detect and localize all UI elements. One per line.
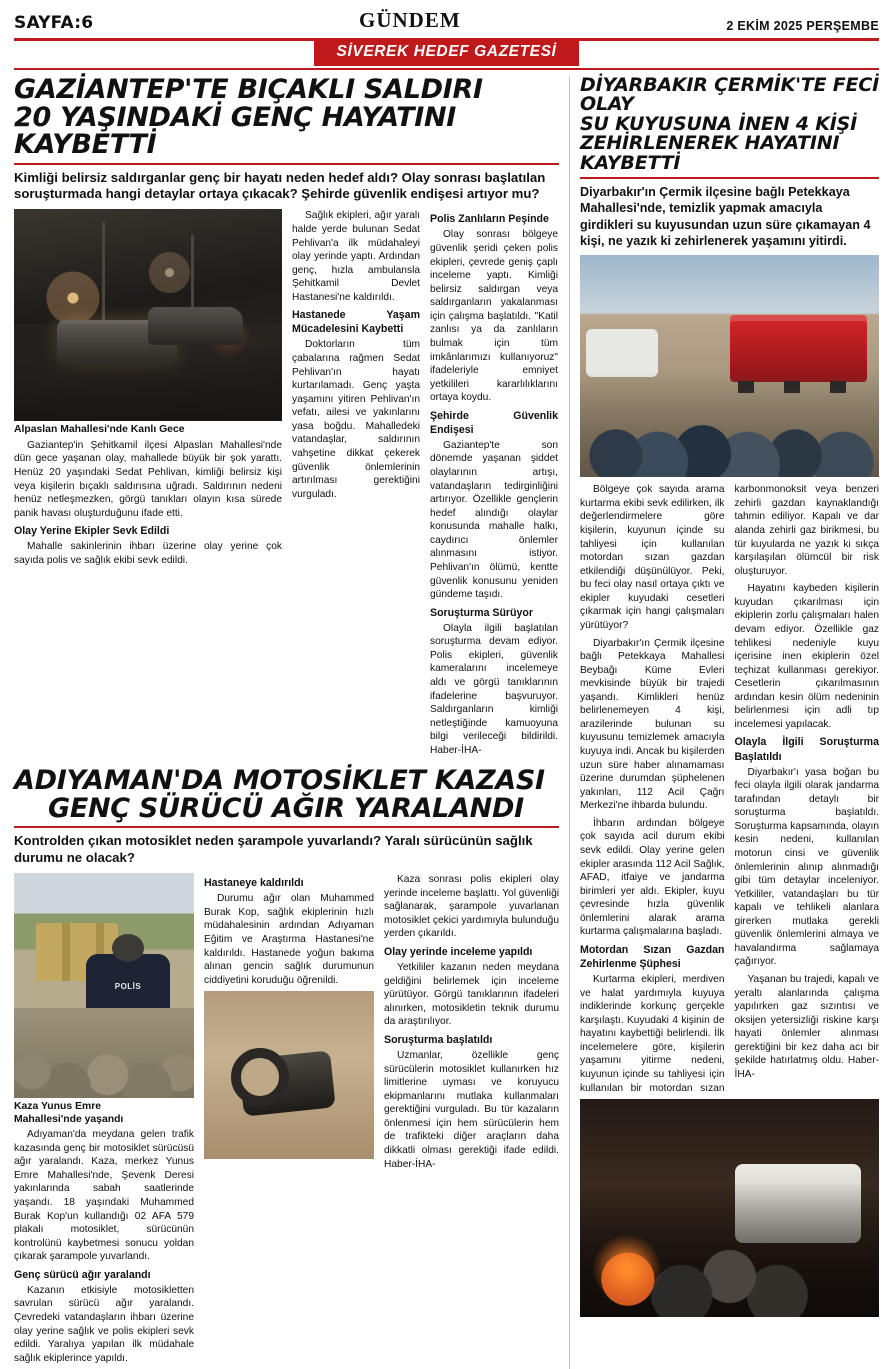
article-diyarbakir-headline-2: SU KUYUSUNA İNEN 4 KİŞİ bbox=[580, 112, 857, 135]
article-diyarbakir-headline-3: ZEHİRLENEREK HAYATINI KAYBETTİ bbox=[580, 132, 840, 174]
photo-caption-gaziantep: Alpaslan Mahallesi'nde Kanlı Gece bbox=[14, 424, 185, 436]
article-gaziantep-sub4: Şehirde Güvenlik Endişesi bbox=[430, 409, 558, 436]
article-gaziantep-headline-1: GAZİANTEP'TE BIÇAKLI SALDIRI bbox=[14, 74, 483, 105]
masthead bbox=[14, 8, 879, 35]
article-gaziantep-headline-2: 20 YAŞINDAKİ GENÇ HAYATINI KAYBETTİ bbox=[14, 101, 456, 161]
article-adiyaman-headline-1: ADIYAMAN'DA MOTOSİKLET KAZASI bbox=[14, 765, 545, 797]
article-gaziantep-p5: Olay sonrası bölgeye güvenlik şeridi çeken polis ekipleri, çevrede geniş çaplı inceleme yaptı. Kimliği belirsiz saldırgan veya saldırganların yakalanması için çalışma başlatıldı. "Katil zanlısı ya da zanlıların bulmak için tüm imkânlarımızı kullanıyoruz" ifadeleriyle emniyet yetkilileri kararlılıklarını ortaya koydu. bbox=[430, 229, 558, 404]
article-adiyaman-p2: Kazanın etkisiyle motosikletten savrulan sürücü ağır yaralandı. Çevredeki vatandaşların ihbarı üzerine olay yerine sağlık ve polis ekipleri sevk edildi. Yaralıya yapılan ilk müdahale sağlık ekiplerince yapıldı. bbox=[14, 1284, 194, 1364]
article-gaziantep-media-column bbox=[14, 209, 282, 761]
right-column bbox=[569, 76, 879, 1369]
article-adiyaman-p5: Yetkililer kazanın neden meydana geldiğini belirlemek için inceleme yürütüyor. Görgü tanıklarının ifadeleri alınırken, motosikletin teknik durumu da araştırılıyor. bbox=[384, 962, 559, 1028]
article-adiyaman-p5b: Uzmanlar, özellikle genç sürücülerin motosiklet kullanırken hız limitlerine uyması ve koruyucu ekipmanlarını mutlaka kullanmaları gerektiğini vurguladı. Bu tür kazaların önlenmesi için hem sürücülerin hem de trafikteki diğer araçların daha dikkatli olması gerektiği ifade edildi. Haber-İHA- bbox=[384, 1050, 559, 1170]
article-gaziantep-sub1: Olay Yerine Ekipler Sevk Edildi bbox=[14, 525, 170, 538]
article-gaziantep-p4: Doktorların tüm çabalarına rağmen Sedat Pehlivan'ın hayatı kurtarılamadı. Genç yaşta yaşamını yitiren Pehlivan'ın vefatı, ailesi ve yakınlarını yasa boğdu. Mahalledeki vatandaşlar, saldırının vahşetine dikkat çekerek güvenlik önlemlerinin artırılması gerektiğini vurguladı. bbox=[292, 339, 420, 500]
article-gaziantep-col2 bbox=[292, 209, 420, 761]
article-gaziantep-p7: Olayla ilgili başlatılan soruşturma devam ediyor. Polis ekipleri, güvenlik kameralarını incelemeye aldı ve görgü tanıklarının ifadelerine başvuruyor. Saldırganların kimliği netleştiğinde kamuoyuna bilgi verileceği bildirildi. Haber-İHA- bbox=[430, 622, 558, 756]
article-adiyaman-sub2: Hastaneye kaldırıldı bbox=[204, 877, 304, 890]
photo-caption-adiyaman-2: Mahallesi'nde yaşandı bbox=[14, 1113, 124, 1125]
article-diyarbakir-deck: Diyarbakır'ın Çermik ilçesine bağlı Petekkaya Mahallesi'nde, temizlik yapmak amacıyla girdikleri su kuyusundan uzun süre çıkamayan 4 kişi, ne yazık ki zehirlenerek yaşamını yitirdi. bbox=[580, 184, 871, 248]
article-gaziantep-p3: Sağlık ekipleri, ağır yaralı halde yerde bulunan Sedat Pehlivan'a ilk müdahaleyi olay yerinde yaptı. Ardından genç, hızla ambulansla Şehitkamil Devlet Hastanesi'ne kaldırıldı. bbox=[292, 210, 420, 303]
article-adiyaman-sub3: Olay yerinde inceleme yapıldı bbox=[384, 946, 533, 959]
newspaper-banner-wrap bbox=[14, 39, 879, 66]
article-gaziantep-sub5: Soruşturma Sürüyor bbox=[430, 606, 534, 619]
section-title: GÜNDEM bbox=[358, 8, 461, 32]
article-adiyaman-headline-2: GENÇ SÜRÜCÜ AĞIR YARALANDI bbox=[48, 792, 524, 824]
article-diyarbakir-sub1: Motordan Sızan Gazdan Zehirlenme Şüphesi bbox=[580, 943, 725, 970]
article-gaziantep-p6: Gaziantep'te son dönemde yaşanan şiddet olaylarının artışı, vatandaşların tedirginliğini artırıyor. Özellikle gençlerin hedef alındığı olaylar konusunda mahalle halkı, caydırıcı önlemler alınmasını istiyor. Pehlivan'ın ölümü, kentte güvenlik konusunu yeniden gündeme taşıdı. bbox=[430, 439, 558, 601]
photo-caption-adiyaman-1: Kaza Yunus Emre bbox=[14, 1101, 102, 1113]
issue-date: 2 EKİM 2025 PERŞEMBE bbox=[726, 19, 879, 33]
article-adiyaman-sub1: Genç sürücü ağır yaralandı bbox=[14, 1268, 151, 1281]
article-adiyaman-sub4: Soruşturma başlatıldı bbox=[384, 1033, 493, 1046]
page-number-label: SAYFA:6 bbox=[14, 13, 94, 33]
photo-rescue-scene bbox=[580, 255, 879, 477]
article-diyarbakir-body bbox=[580, 483, 879, 1095]
article-adiyaman-media-column bbox=[14, 873, 194, 1369]
article-diyarbakir-p6: Diyarbakır'ı yasa boğan bu feci olayla ilgili olarak jandarma tarafından detaylı bir soruşturma başlatıldı. Soruşturma kapsamında, olayın kesin nedeni, kullanılan motorun cinsi ve güvenlik önlemlerinin alınıp alınmadığı gibi tüm detaylar inceleniyor. Yetkililer, vatandaşları bu tür kapalı ve tehlikeli alanlara girerken mutlaka gerekli güvenlik önlemlerini almaya ve havalandırma sağlamaya çağırıyor. bbox=[734, 766, 879, 968]
article-diyarbakir-headline-1: DİYARBAKIR ÇERMİK'TE FECİ OLAY bbox=[580, 74, 879, 116]
article-adiyaman-col3 bbox=[384, 873, 559, 1369]
article-adiyaman-p3: Durumu ağır olan Muhammed Burak Kop, sağlık ekiplerinin hızlı müdahalesinin ardından Adıyaman Eğitim ve Araştırma Hastanesi'ne kaldırıldı. Hastanede yoğun bakıma alınan gencin sağlık durumunun ciddiyetini koruduğu öğrenildi. bbox=[204, 893, 374, 986]
article-gaziantep-p2: Mahalle sakinlerinin ihbarı üzerine olay yerine çok sayıda polis ve sağlık ekibi sevk edildi. bbox=[14, 541, 282, 566]
headline-rule-2 bbox=[14, 826, 559, 828]
article-adiyaman-p3b: Kaza sonrası polis ekipleri olay yerinde inceleme başlattı. Yol güvenliği sağlanarak, şarampole yuvarlanan motosiklet çekici yardımıyla bulunduğu yerden çıkarıldı. bbox=[384, 874, 559, 940]
article-adiyaman-deck: Kontrolden çıkan motosiklet neden şarampole yuvarlandı? Yaralı sürücünün sağlık durumu ne olacak? bbox=[14, 833, 533, 866]
article-gaziantep-deck: Kimliği belirsiz saldırganlar genç bir hayatı neden hedef aldı? Olay sonrası başlatılan soruşturmada hangi detaylar ortaya çıkacak? Şehirde güvenlik endişesi artıyor mu? bbox=[14, 169, 546, 202]
article-diyarbakir bbox=[580, 76, 879, 1317]
photo-night-crime-scene bbox=[14, 209, 282, 421]
article-diyarbakir-p3: İhbarın ardından bölgeye çok sayıda acil durum ekibi sevk edildi. Olay yerine gelen ekipler arasında 112 Acil Sağlık, AFAD, itfaiye ve jandarma birimleri yer aldı. Ekipler, kuyu çevresinde hızla güvenlik önlemlerini alarak arama kurtarma çalışmalarına başladı. bbox=[580, 817, 725, 938]
article-diyarbakir-p4: Kurtarma ekipleri, merdiven ve halat yardımıyla kuyuya indiklerinde korkunç gerçekle karşılaştı. Kuyudaki 4 kişinin de hayatını kaybettiği belirlendi. İlk incelemelere göre, kişilerin yaşamını yitirme nedeni, kuyunun içinde su tahliyesi için kullanılan bir motordan sızan karbonmonoksit veya benzeri zehirli gazdan kaynaklandığı tahmin ediliyor. Kapalı ve dar alanda zehirli gaz birikmesi, bu tür kuyularda ne yazık ki sıkça karşılaşılan ölümcül bir risk oluşturuyor. bbox=[580, 484, 879, 1094]
article-gaziantep-sub2: Hastanede Yaşam Mücadelesini Kaybetti bbox=[292, 309, 420, 336]
newspaper-name-banner: SİVEREK HEDEF GAZETESİ bbox=[314, 39, 580, 66]
article-adiyaman-p1: Adıyaman'da meydana gelen trafik kazasında genç bir motosiklet sürücüsü ağır yaralandı. Kaza, merkez Yunus Emre Mahallesi'nde, Şevenk Deresi yakınlarında sabah saatlerinde yaşandı. 18 yaşındaki Muhammed Burak Kop'un kullandığı 02 AFA 579 plakalı motosiklet, sürücünün kontrolünü kaybetmesi sonucu yoldan çıkarak şarampole yuvarlandı. bbox=[14, 1129, 194, 1263]
article-diyarbakir-sub2: Olayla İlgili Soruşturma Başlatıldı bbox=[734, 736, 879, 763]
article-gaziantep-col3 bbox=[430, 209, 558, 761]
article-gaziantep bbox=[14, 76, 559, 761]
article-gaziantep-p1: Gaziantep'in Şehitkamil ilçesi Alpaslan Mahallesi'nde dün gece yaşanan olay, mahallede büyük bir şok yarattı. Henüz 20 yaşındaki Sedat Pehlivan, kimliği belirsiz kişi veya kişilerin bıçaklı saldırısına uğradı. Saldırının nedeni henüz netleşmezken, görgü tanıkları olayın kısa sürede panik havası oluşturduğunu ifade etti. bbox=[14, 439, 282, 519]
left-column bbox=[14, 76, 559, 1369]
article-adiyaman bbox=[14, 767, 559, 1369]
photo-night-vehicle bbox=[580, 1099, 879, 1317]
article-gaziantep-sub3: Polis Zanlıların Peşinde bbox=[430, 213, 549, 226]
photo-motorcycle-wreck bbox=[204, 991, 374, 1159]
article-diyarbakir-p2: Diyarbakır'ın Çermik ilçesine bağlı Petekkaya Mahallesi Beybağı Küme Evleri mevkisinde büyük bir trajedi yaşandı. Kimlikleri henüz belirlenemeyen 4 kişi, arazilerinde bulunan su kuyusunu temizlemek amacıyla kuyuya indi. Ancak bu kişilerden uzun süre haber alınamaması üzerine durumdan şüphelenen yakınları, 112 Acil Çağrı Merkezi'ne ihbarda bulundu. bbox=[580, 637, 725, 812]
banner-divider bbox=[14, 68, 879, 70]
article-diyarbakir-p5: Hayatını kaybeden kişilerin kuyudan çıkarılması için ekiplerin zorlu çalışmaları halen devam ediyor. Özellikle gaz tehlikesi nedeniyle kuyu içerisine inen ekiplerin özel teçhizat kullanması gerekiyor. Cesetlerin çıkarılmasının ardından kesin ölüm nedeninin belirlenmesi için adli tıp incelemesi yapılacak. bbox=[734, 583, 879, 730]
article-adiyaman-col2 bbox=[204, 873, 374, 1369]
page-columns bbox=[14, 76, 879, 1369]
photo-crash-site bbox=[14, 873, 194, 1098]
headline-rule-3 bbox=[580, 177, 879, 179]
article-diyarbakir-p7: Yaşanan bu trajedi, kapalı ve yeraltı alanlarında çalışma yapılırken gaz sızıntısı ve oksijen yetersizliği riskine karşı hayati önlemler alınması gerektiğini bir kez daha acı bir şekilde hatırlatmış oldu. Haber-İHA- bbox=[734, 974, 879, 1080]
article-diyarbakir-p1: Bölgeye çok sayıda arama kurtarma ekibi sevk edilirken, ilk değerlendirmelere göre kişilerin, kuyunun içinde su tahliyesi için kullanılan motordan sızan gazdan etkilendiği düşünülüyor. Peki, bu feci olay nasıl ortaya çıktı ve ekipler kuyudaki cesetleri çıkarmak için hangi çalışmaları yürütüyor? bbox=[580, 484, 725, 631]
headline-rule bbox=[14, 163, 559, 165]
